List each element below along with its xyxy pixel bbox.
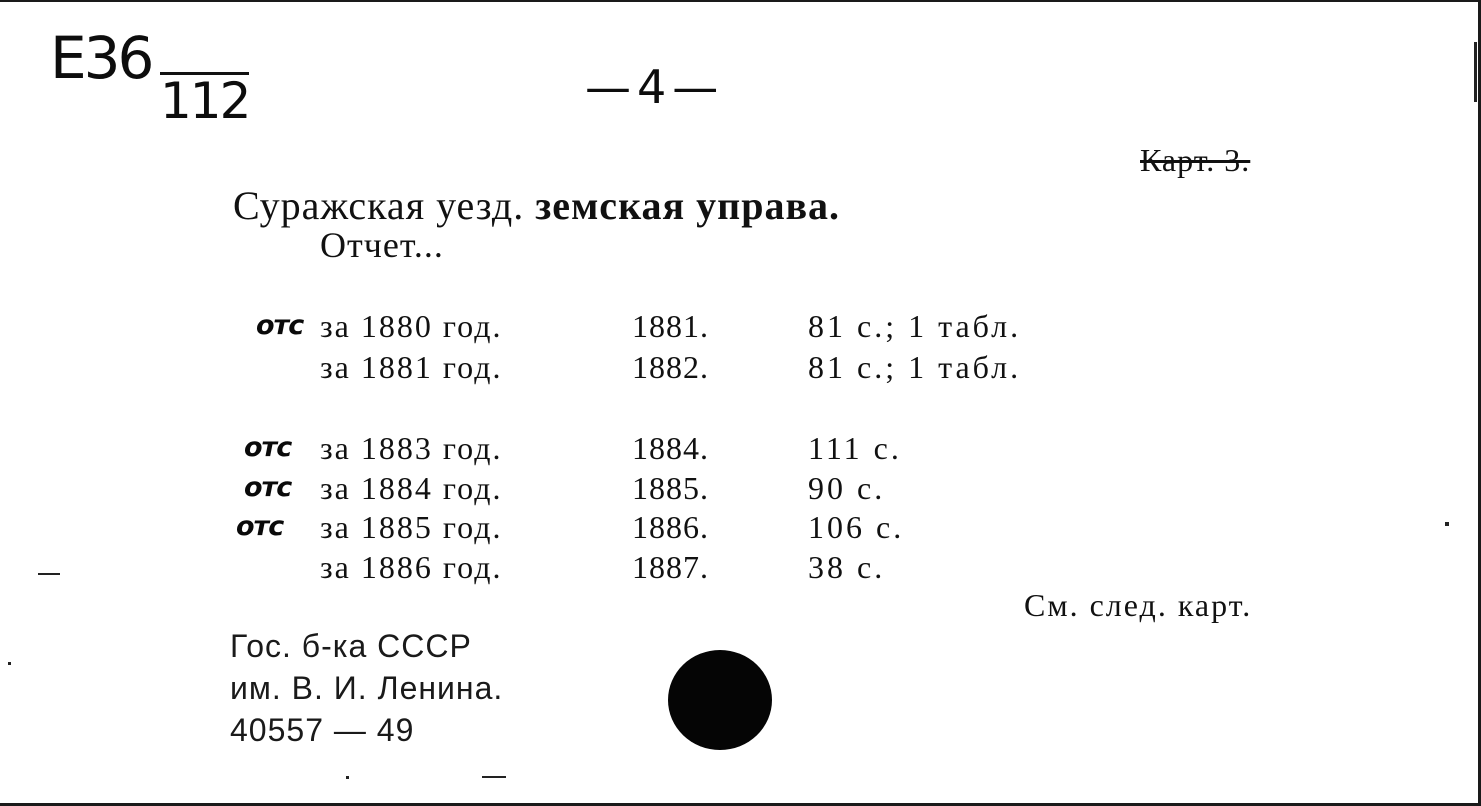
- scan-speck: [38, 573, 60, 575]
- entry-published: 1882.: [632, 349, 709, 385]
- entry-period: за 1883 год.: [320, 430, 503, 466]
- holding-mark: отс: [256, 310, 304, 341]
- stamp-line-1: Гос. б-ка СССР: [230, 628, 472, 664]
- entry-published: 1886.: [632, 509, 709, 545]
- entry-period: за 1881 год.: [320, 349, 503, 385]
- card-number: Карт. 3.: [1140, 142, 1251, 178]
- holding-mark: отс: [244, 432, 292, 463]
- entry-published: 1881.: [632, 308, 709, 344]
- see-next-card: См. след. карт.: [1024, 587, 1253, 623]
- entry-extent: 106 с.: [808, 509, 905, 545]
- scan-speck: [482, 776, 506, 778]
- entry-extent: 38 с.: [808, 549, 886, 585]
- scan-speck: [1445, 522, 1449, 526]
- entry-period: за 1885 год.: [320, 509, 503, 545]
- entry-row: [0, 547, 1481, 587]
- holding-mark: отс: [236, 511, 284, 542]
- entry-row: [0, 428, 1481, 468]
- title: Отчет...: [320, 225, 444, 265]
- entry-period: за 1884 год.: [320, 470, 503, 506]
- entry-period: за 1886 год.: [320, 549, 503, 585]
- entry-period: за 1880 год.: [320, 308, 503, 344]
- entry-extent: 111 с.: [808, 430, 902, 466]
- entry-row: [0, 306, 1481, 346]
- entry-extent: 81 с.; 1 табл.: [808, 308, 1022, 344]
- entry-extent: 90 с.: [808, 470, 886, 506]
- entry-row: [0, 347, 1481, 387]
- entry-row: [0, 468, 1481, 508]
- scan-speck: [8, 662, 11, 665]
- shelf-number: 112: [160, 72, 250, 130]
- scan-speck: [346, 776, 349, 779]
- shelf-mark: E36: [50, 24, 152, 92]
- author-heading: [233, 182, 840, 229]
- entry-published: 1887.: [632, 549, 709, 585]
- entry-row: [0, 507, 1481, 547]
- entry-published: 1885.: [632, 470, 709, 506]
- holding-mark: отс: [244, 472, 292, 503]
- stamp-line-3: 40557 — 49: [230, 712, 415, 748]
- entry-published: 1884.: [632, 430, 709, 466]
- author-prefix: Суражская уезд.: [233, 183, 536, 228]
- stamp-line-2: им. В. И. Ленина.: [230, 670, 504, 706]
- scan-speck: [1474, 42, 1477, 102]
- entry-extent: 81 с.; 1 табл.: [808, 349, 1022, 385]
- author-bold: земская управа.: [535, 183, 841, 228]
- punch-hole: [668, 650, 772, 750]
- page-mark: —4—: [585, 60, 725, 114]
